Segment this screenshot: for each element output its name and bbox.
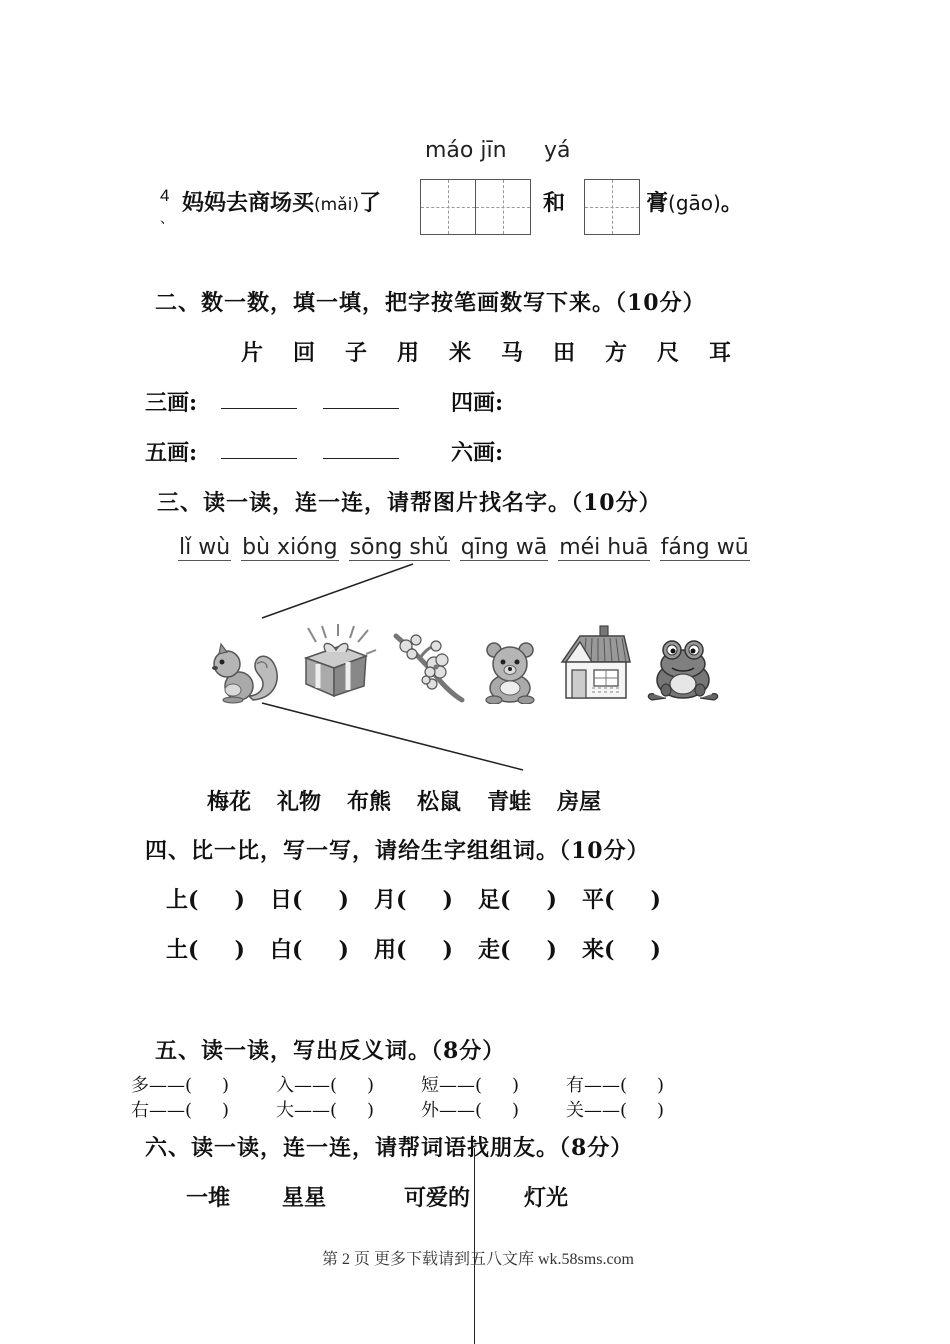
section-6-title: 六、读一读，连一连，请帮词语找朋友。（8分） [145, 1135, 634, 1161]
char: 用 [396, 340, 419, 366]
char: 子 [344, 340, 367, 366]
antonym-item[interactable]: 多——( ) [131, 1075, 230, 1096]
frog-icon[interactable] [644, 636, 722, 704]
picture-name[interactable]: 梅花 [207, 789, 252, 815]
connect-line [262, 703, 523, 770]
section-4-title: 四、比一比，写一写，请给生字组组词。（10分） [145, 838, 650, 864]
friend-word[interactable]: 可爱的 [404, 1185, 471, 1211]
q4-he: 和 [543, 190, 566, 216]
gift-icon[interactable] [296, 624, 378, 700]
antonym-item[interactable]: 外——( ) [421, 1100, 520, 1121]
word-group-row-1 [166, 883, 686, 914]
antonym-item[interactable]: 右——( ) [131, 1100, 230, 1121]
picture-name[interactable]: 青蛙 [487, 789, 532, 815]
pinyin-word: méi huā [559, 535, 649, 560]
picture-name[interactable]: 松鼠 [417, 789, 462, 815]
word-group-item[interactable]: 平( ) [582, 887, 661, 913]
pinyin-ya: yá [544, 138, 571, 163]
section-5-title: 五、读一读，写出反义词。（8分） [155, 1038, 506, 1064]
char: 米 [448, 340, 471, 366]
pinyin-maojin: máo jīn [425, 138, 507, 163]
pinyin-word: lǐ wù [179, 535, 231, 560]
question-number: 4 [160, 186, 170, 205]
word-group-item[interactable]: 土( ) [166, 937, 245, 963]
antonym-item[interactable]: 大——( ) [276, 1100, 375, 1121]
word-group-row-2 [166, 933, 686, 964]
label-five-strokes: 五画: [145, 440, 198, 466]
label-six-strokes: 六画: [451, 440, 504, 466]
char: 耳 [708, 340, 731, 366]
page-footer: 第 2 页 更多下载请到五八文库 wk.58sms.com [322, 1251, 635, 1268]
word-group-item[interactable]: 上( ) [166, 887, 245, 913]
gao-pinyin: (gāo) [668, 191, 721, 215]
friend-word[interactable]: 星星 [282, 1185, 327, 1211]
word-group-item[interactable]: 月( ) [374, 887, 453, 913]
word-group-item[interactable]: 来( ) [582, 937, 661, 963]
antonym-item[interactable]: 入——( ) [276, 1075, 375, 1096]
picture-name[interactable]: 布熊 [347, 789, 392, 815]
char: 尺 [656, 340, 679, 366]
antonym-row-1 [131, 1071, 711, 1097]
section-2-title: 二、数一数，填一填，把字按笔画数写下来。（10分） [155, 290, 706, 316]
q4-sentence-start: 妈妈去商场买 [182, 190, 315, 216]
squirrel-icon[interactable] [205, 640, 283, 706]
section-3-title: 三、读一读，连一连，请帮图片找名字。（10分） [157, 490, 662, 516]
connect-line [262, 564, 413, 618]
char: 片 [240, 340, 263, 366]
char: 回 [292, 340, 315, 366]
char: 田 [552, 340, 575, 366]
pinyin-word: fáng wū [660, 535, 749, 560]
mai-pinyin: (mǎi) [314, 195, 359, 215]
label-four-strokes: 四画: [451, 390, 504, 416]
friend-word[interactable]: 一堆 [186, 1185, 231, 1211]
pinyin-word: qīng wā [460, 535, 548, 560]
antonym-item[interactable]: 短——( ) [421, 1075, 520, 1096]
q4-le: 了 [358, 190, 381, 216]
picture-name[interactable]: 房屋 [557, 789, 602, 815]
antonym-row-2 [131, 1096, 711, 1122]
q4-period: 。 [720, 190, 743, 216]
word-group-item[interactable]: 用( ) [374, 937, 453, 963]
bear-icon[interactable] [480, 640, 542, 704]
pinyin-word: bù xióng [242, 535, 338, 560]
friend-word[interactable]: 灯光 [524, 1185, 569, 1211]
house-icon[interactable] [558, 622, 632, 702]
question-number-mark: 、 [160, 211, 174, 227]
picture-names-row [207, 785, 627, 816]
word-group-item[interactable]: 日( ) [270, 887, 349, 913]
char: 马 [500, 340, 523, 366]
pinyin-word: sōng shǔ [349, 535, 449, 560]
q4-gao: 膏 [646, 190, 669, 216]
friend-words-row [186, 1181, 568, 1212]
plum-blossom-icon[interactable] [390, 628, 468, 704]
label-three-strokes: 三画: [145, 390, 198, 416]
picture-name[interactable]: 礼物 [277, 789, 322, 815]
word-group-item[interactable]: 走( ) [478, 937, 557, 963]
antonym-item[interactable]: 有——( ) [566, 1075, 665, 1096]
char: 方 [604, 340, 627, 366]
word-group-item[interactable]: 足( ) [478, 887, 557, 913]
antonym-item[interactable]: 关——( ) [566, 1100, 665, 1121]
word-group-item[interactable]: 白( ) [270, 937, 349, 963]
